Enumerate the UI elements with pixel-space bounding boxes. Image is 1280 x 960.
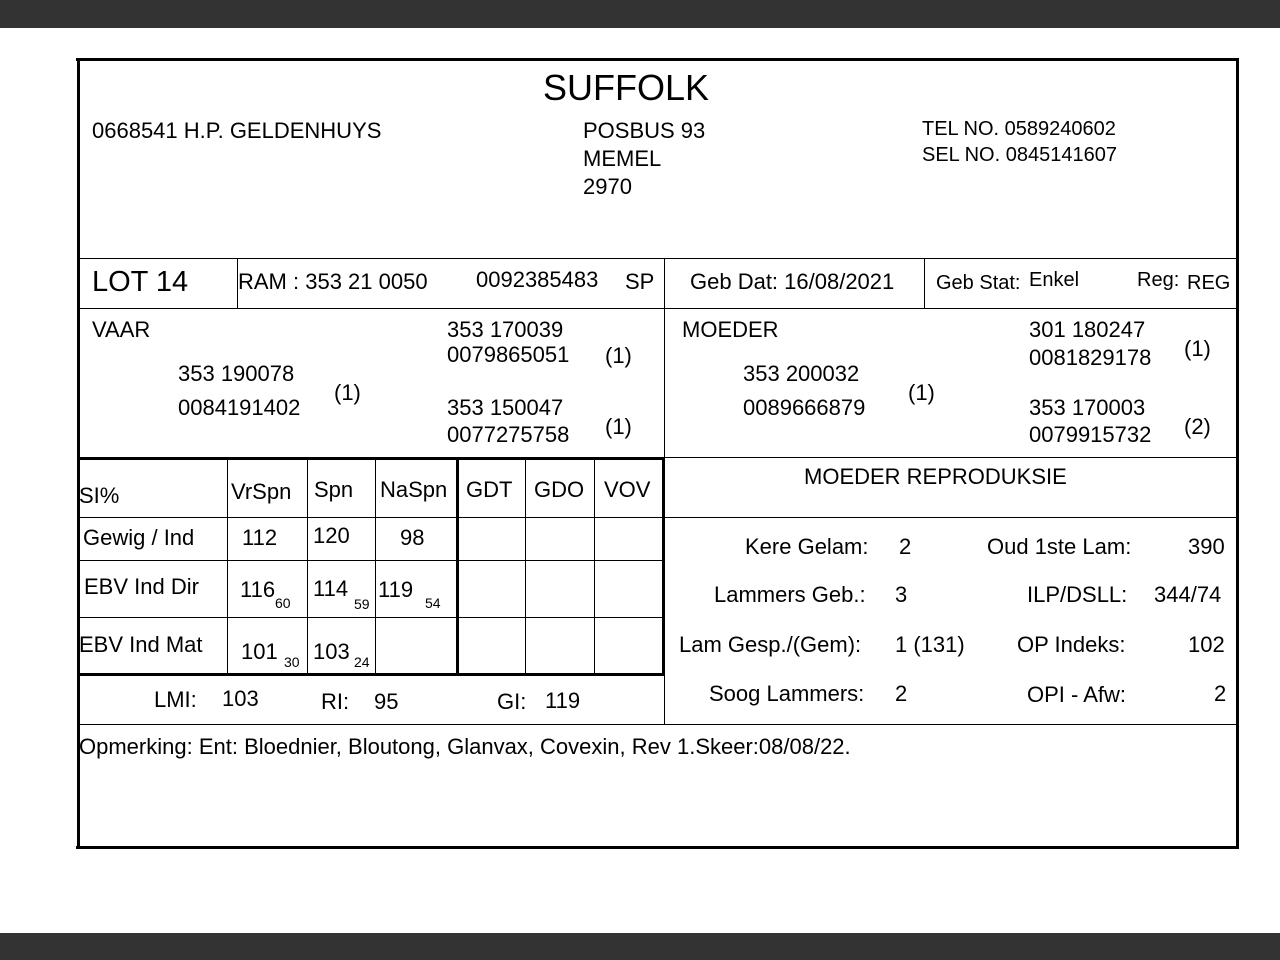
repro-title: MOEDER REPRODUKSIE — [804, 464, 1067, 489]
row-label-ebv-dir: EBV Ind Dir — [84, 574, 199, 599]
bottom-bar — [0, 933, 1280, 960]
oud-1ste-lam-value: 390 — [1188, 534, 1225, 559]
lot-label: LOT 14 — [92, 266, 189, 298]
lammers-geb-value: 3 — [895, 582, 908, 607]
lam-gesp-label: Lam Gesp./(Gem): — [679, 632, 862, 657]
ri-value: 95 — [374, 689, 399, 714]
moeder-label: MOEDER — [682, 317, 779, 342]
reg-value: REG — [1187, 272, 1231, 294]
moeder-grand-2-id: 353 170003 — [1029, 395, 1146, 420]
vaar-grandsire-1-count: (1) — [605, 343, 632, 368]
gi-value: 119 — [545, 688, 581, 713]
header-naspn: NaSpn — [380, 477, 448, 502]
op-indeks-label: OP Indeks: — [1017, 632, 1126, 657]
address-line-2: MEMEL — [583, 146, 662, 171]
address-line-1: POSBUS 93 — [583, 118, 706, 143]
opi-afw-label: OPI - Afw: — [1027, 682, 1127, 707]
ebv-dir-naspn: 119 — [378, 577, 414, 602]
reg-label: Reg: — [1137, 269, 1180, 291]
ilp-dsll-label: ILP/DSLL: — [1027, 582, 1128, 607]
sp-label: SP — [625, 269, 655, 294]
moeder-dam-id: 353 200032 — [743, 361, 860, 386]
lammers-geb-label: Lammers Geb.: — [714, 582, 866, 607]
vaar-sire-number: 0084191402 — [178, 395, 301, 420]
lmi-value: 103 — [222, 686, 259, 711]
ri-label: RI: — [321, 689, 350, 714]
moeder-dam-number: 0089666879 — [743, 395, 866, 420]
op-indeks-value: 102 — [1188, 632, 1225, 657]
gewig-naspn: 98 — [400, 525, 425, 550]
gewig-vrspn: 112 — [242, 525, 278, 550]
ebv-mat-vrspn-acc: 30 — [284, 654, 300, 670]
moeder-grand-1-id: 301 180247 — [1029, 317, 1146, 342]
birth-date: Geb Dat: 16/08/2021 — [690, 269, 895, 294]
top-bar — [0, 0, 1280, 28]
lam-gesp-value: 1 (131) — [895, 632, 965, 657]
ram-number: 0092385483 — [476, 267, 599, 292]
ebv-mat-spn: 103 — [313, 639, 350, 664]
ebv-mat-vrspn: 101 — [241, 639, 278, 664]
row-label-gewig: Gewig / Ind — [83, 525, 195, 550]
breeder-id-name: 0668541 H.P. GELDENHUYS — [92, 118, 382, 143]
birth-status-value: Enkel — [1029, 269, 1080, 291]
ebv-dir-naspn-acc: 54 — [425, 595, 441, 611]
soog-lammers-value: 2 — [895, 681, 908, 706]
vaar-grandsire-2-id: 353 150047 — [447, 395, 564, 420]
moeder-grand-2-count: (2) — [1184, 414, 1211, 439]
header-vov: VOV — [604, 477, 651, 502]
moeder-grand-1-number: 0081829178 — [1029, 345, 1152, 370]
vaar-label: VAAR — [92, 317, 151, 342]
header-vrspn: VrSpn — [231, 479, 292, 504]
ebv-dir-vrspn-acc: 60 — [275, 595, 291, 611]
ebv-dir-vrspn: 116 — [240, 577, 276, 602]
kere-gelam-value: 2 — [899, 534, 912, 559]
opmerking: Opmerking: Ent: Bloednier, Bloutong, Glanvax, Covexin, Rev 1.Skeer:08/08/22. — [79, 734, 851, 759]
birth-status-label: Geb Stat: — [936, 272, 1021, 294]
breed-title: SUFFOLK — [543, 67, 710, 108]
sel-number: SEL NO. 0845141607 — [922, 144, 1117, 166]
ram-id: RAM : 353 21 0050 — [238, 269, 428, 294]
si-corner-label: SI% — [79, 483, 120, 508]
row-label-ebv-mat: EBV Ind Mat — [79, 632, 203, 657]
header-gdo: GDO — [534, 477, 585, 502]
kere-gelam-label: Kere Gelam: — [745, 534, 869, 559]
header-gdt: GDT — [466, 477, 513, 502]
address-line-3: 2970 — [583, 174, 632, 199]
vaar-grandsire-2-count: (1) — [605, 414, 632, 439]
header-spn: Spn — [314, 477, 354, 502]
vaar-grandsire-2-number: 0077275758 — [447, 422, 570, 447]
moeder-dam-count: (1) — [908, 380, 935, 405]
vaar-sire-count: (1) — [334, 380, 361, 405]
ilp-dsll-value: 344/74 — [1154, 582, 1222, 607]
ebv-dir-spn: 114 — [313, 576, 349, 601]
moeder-grand-2-number: 0079915732 — [1029, 422, 1152, 447]
vaar-grandsire-1-id: 353 170039 — [447, 317, 564, 342]
oud-1ste-lam-label: Oud 1ste Lam: — [987, 534, 1132, 559]
vaar-sire-id: 353 190078 — [178, 361, 295, 386]
lmi-label: LMI: — [154, 687, 197, 712]
ebv-mat-spn-acc: 24 — [354, 654, 370, 670]
soog-lammers-label: Soog Lammers: — [709, 681, 865, 706]
tel-number: TEL NO. 0589240602 — [922, 118, 1116, 140]
vaar-grandsire-1-number: 0079865051 — [447, 342, 570, 367]
ebv-dir-spn-acc: 59 — [354, 596, 370, 612]
moeder-grand-1-count: (1) — [1184, 336, 1211, 361]
gewig-spn: 120 — [313, 523, 350, 548]
gi-label: GI: — [497, 689, 527, 714]
opi-afw-value: 2 — [1214, 681, 1227, 706]
